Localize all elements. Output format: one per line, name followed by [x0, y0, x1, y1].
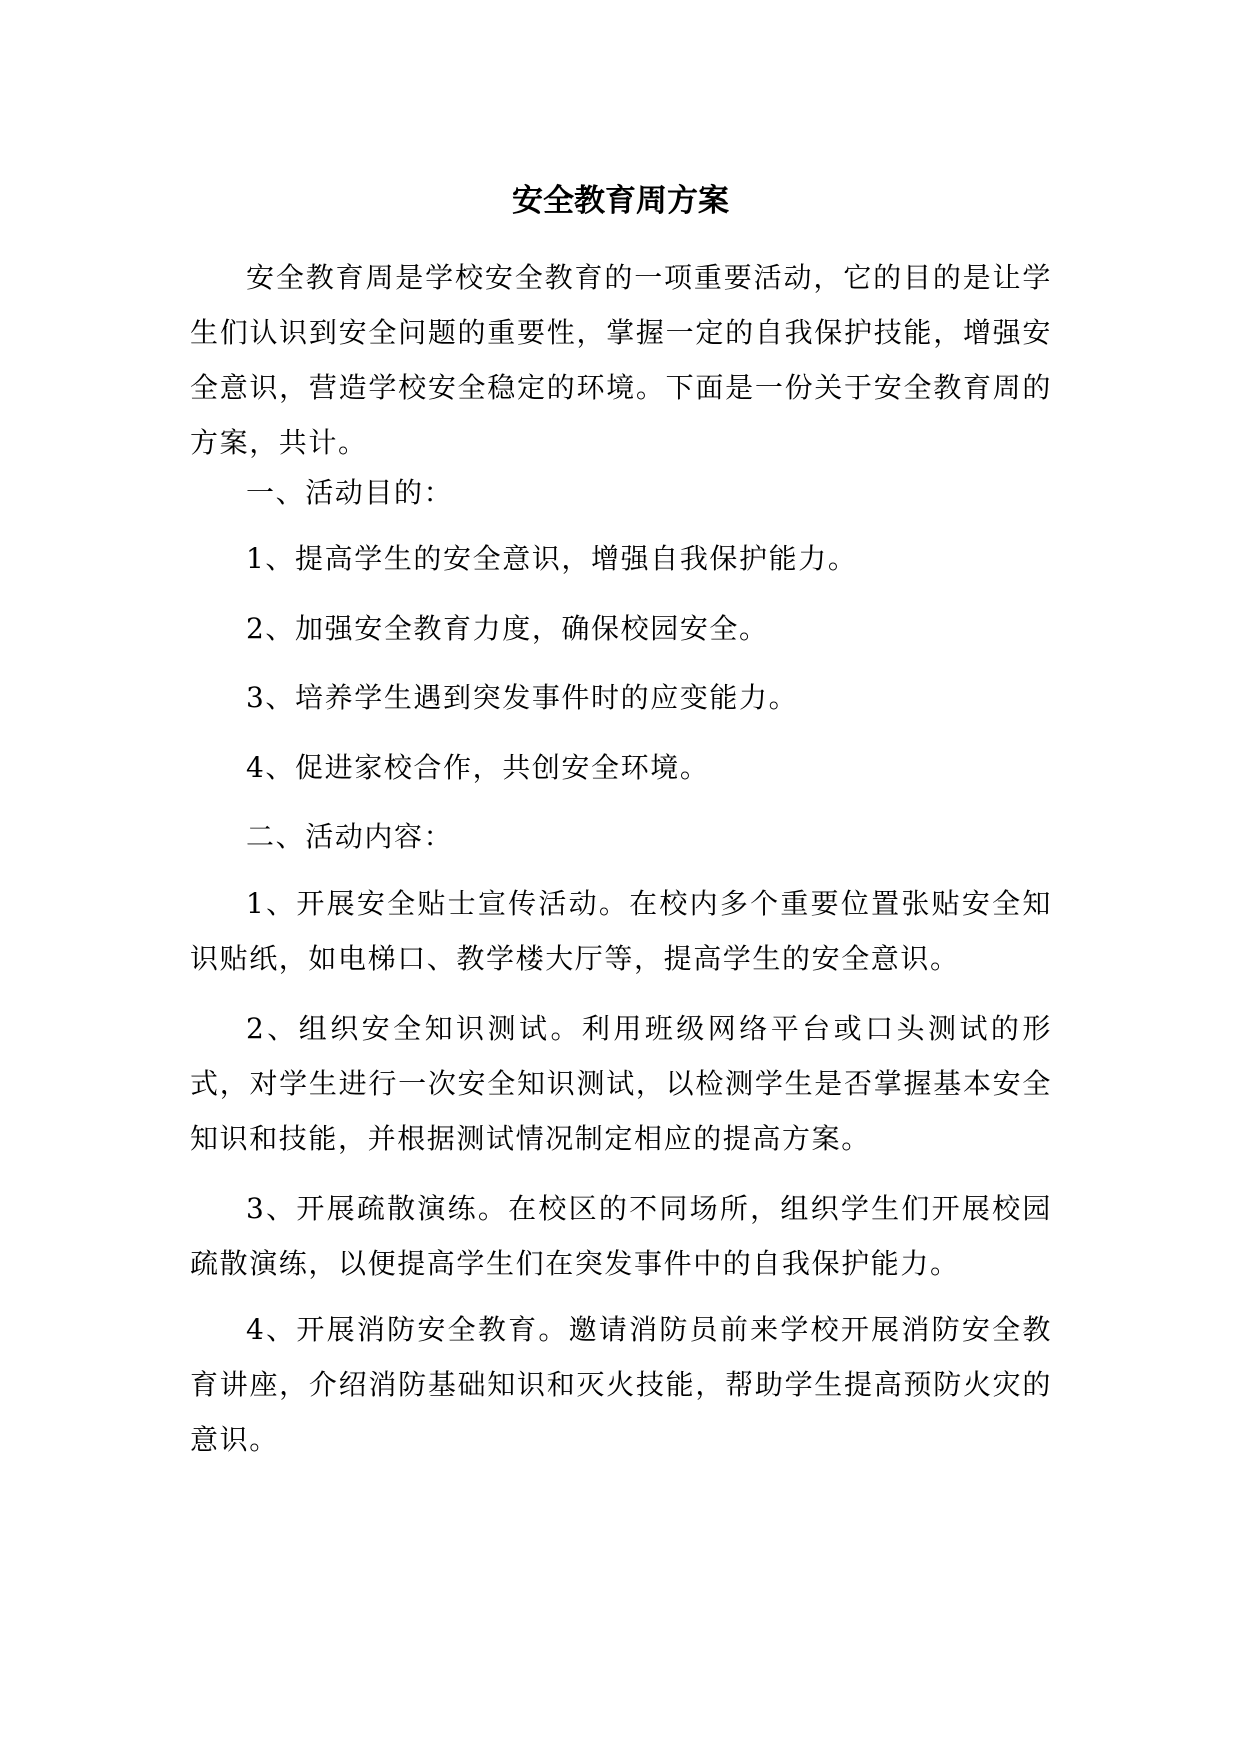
- intro-paragraph: 安全教育周是学校安全教育的一项重要活动，它的目的是让学生们认识到安全问题的重要性，掌握一定的自我保护技能，增强安全意识，营造学校安全稳定的环境。下面是一份关于安全教育周的方案，共计。: [190, 261, 1052, 459]
- content-item-1: 1、开展安全贴士宣传活动。在校内多个重要位置张贴安全知识贴纸，如电梯口、教学楼大厅等，提高学生的安全意识。: [190, 887, 1052, 975]
- section-heading-purpose: 一、活动目的：: [246, 476, 454, 509]
- purpose-item-3: 3、培养学生遇到突发事件时的应变能力。: [246, 681, 799, 714]
- content-item-4: 4、开展消防安全教育。邀请消防员前来学校开展消防安全教育讲座，介绍消防基础知识和灭火技能，帮助学生提高预防火灾的意识。: [190, 1313, 1052, 1456]
- content-item-3: 3、开展疏散演练。在校区的不同场所，组织学生们开展校园疏散演练，以便提高学生们在突发事件中的自我保护能力。: [190, 1192, 1052, 1280]
- section-heading-content: 二、活动内容：: [246, 820, 454, 853]
- content-item-2: 2、组织安全知识测试。利用班级网络平台或口头测试的形式，对学生进行一次安全知识测试，以检测学生是否掌握基本安全知识和技能，并根据测试情况制定相应的提高方案。: [190, 1012, 1052, 1155]
- document-title: 安全教育周方案: [512, 183, 729, 219]
- purpose-item-2: 2、加强安全教育力度，确保校园安全。: [246, 612, 769, 645]
- purpose-item-4: 4、促进家校合作，共创安全环境。: [246, 751, 710, 784]
- purpose-item-1: 1、提高学生的安全意识，增强自我保护能力。: [246, 542, 858, 575]
